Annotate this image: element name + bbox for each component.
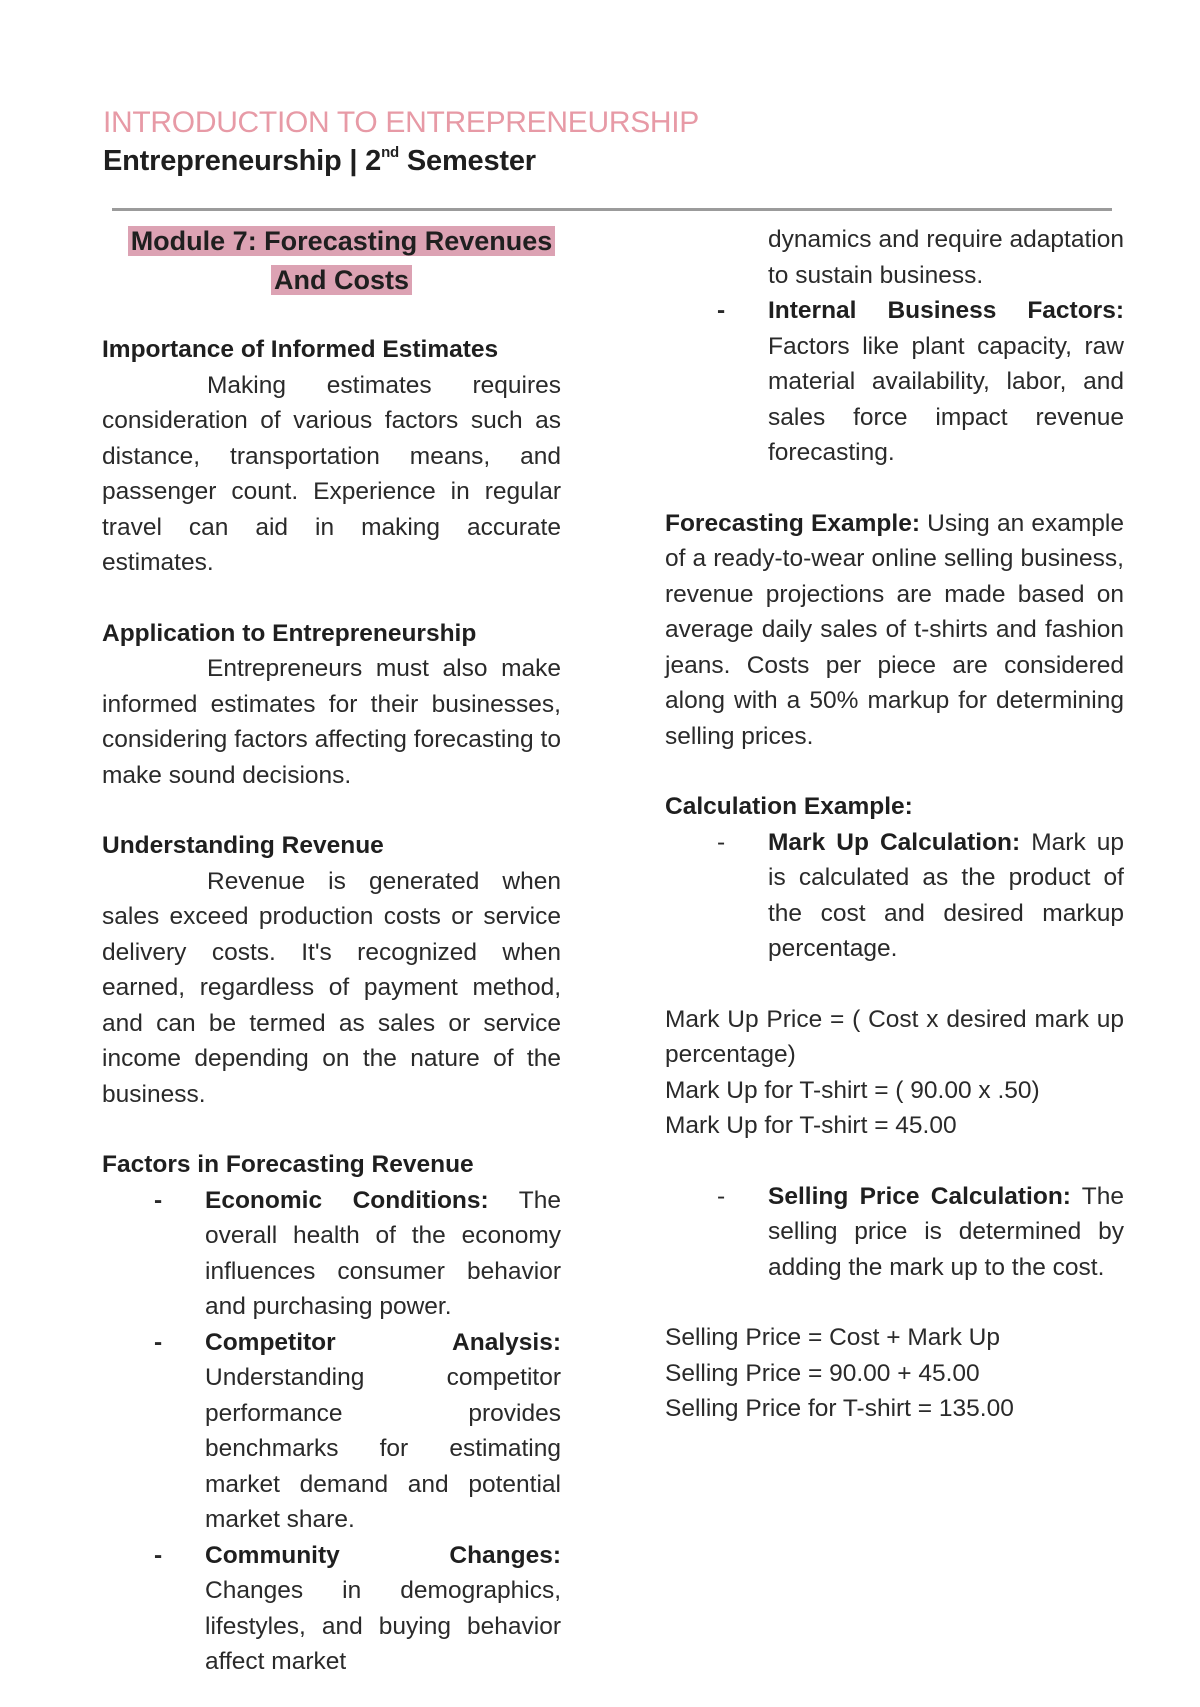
revenue-heading: Understanding Revenue [102, 832, 384, 859]
factor-text: Changes in demographics, lifestyles, and buying behavior affect market [205, 1577, 561, 1675]
spacer [665, 1285, 1124, 1320]
calc-text: Mark up is calculated as the product of the cost and desired markup percentage. [768, 828, 1124, 962]
importance-body: Making estimates requires consideration of various factors such as distance, transportation means, and passenger count. Experience in regular travel can aid in making accurate estimates. [102, 371, 561, 576]
factor-text: The overall health of the economy influences consumer behavior and purchasing power. [205, 1186, 561, 1320]
bullet-dash: - [154, 1541, 163, 1569]
course-subtitle [103, 144, 536, 178]
application-heading: Application to Entrepreneurship [102, 619, 477, 647]
module-title-line2: And Costs [271, 265, 412, 295]
list-item [665, 293, 1124, 471]
header-divider [112, 208, 1112, 211]
spacer [665, 1144, 1124, 1179]
formula-line: Selling Price = Cost + Mark Up [665, 1324, 1000, 1351]
spacer [102, 1112, 561, 1147]
bullet-dash: - [154, 1328, 163, 1356]
right-column [665, 222, 1124, 1427]
list-item [102, 1538, 561, 1680]
formula-line: Mark Up for T-shirt = 45.00 [665, 1112, 957, 1139]
list-item [102, 1325, 561, 1538]
importance-heading: Importance of Informed Estimates [102, 336, 499, 363]
factor-label: Economic Conditions: [205, 1186, 489, 1214]
factor-label: Competitor Analysis: [205, 1328, 561, 1356]
module-title-line1: Module 7: Forecasting Revenues [128, 226, 556, 256]
subtitle-superscript: nd [381, 144, 400, 161]
list-item [665, 825, 1124, 967]
spacer [102, 581, 561, 616]
markup-list [665, 825, 1124, 967]
module-title [102, 222, 561, 300]
spacer [665, 471, 1124, 506]
application-body: Entrepreneurs must also make informed estimates for their businesses, considering factors affecting forecasting to make sound decisions. [102, 655, 561, 789]
formula-line: Mark Up for T-shirt = ( 90.00 x .50) [665, 1076, 1040, 1104]
formula-line: Mark Up Price = ( Cost x desired mark up percentage) [665, 1005, 1124, 1068]
subtitle-prefix: Entrepreneurship | 2 [103, 145, 382, 177]
forecasting-example-text: Using an example of a ready-to-wear online selling business, revenue projections are made based on average daily sales of t-shirts and fashion jeans. Costs per piece are considered along with a 50% markup for determining selling prices. [665, 509, 1125, 750]
revenue-body: Revenue is generated when sales exceed production costs or service delivery costs. It's recognized when earned, regardless of payment method, and can be termed as sales or service income depending on the nature of the business. [102, 867, 561, 1108]
bullet-dash: - [717, 1182, 726, 1210]
spacer [665, 967, 1124, 1002]
list-item-continuation [665, 222, 1124, 293]
factors-heading: Factors in Forecasting Revenue [102, 1151, 474, 1178]
list-item [665, 1179, 1124, 1286]
forecasting-example-label: Forecasting Example: [665, 509, 920, 537]
course-title: INTRODUCTION TO ENTREPRENEURSHIP [103, 106, 700, 139]
calculation-heading: Calculation Example: [665, 793, 913, 820]
factor-label: Internal Business Factors: [768, 297, 1124, 324]
left-column [102, 222, 561, 1680]
bullet-dash: - [717, 828, 726, 856]
spacer [102, 793, 561, 828]
forecasting-example [665, 506, 1124, 755]
formula-line: Selling Price for T-shirt = 135.00 [665, 1395, 1014, 1422]
list-item [102, 1183, 561, 1325]
continued-list [665, 222, 1124, 471]
factor-text: Understanding competitor performance provides benchmarks for estimating market demand and potential market share. [205, 1364, 561, 1533]
factors-list [102, 1183, 561, 1680]
calc-text: The selling price is determined by adding the mark up to the cost. [768, 1182, 1124, 1281]
subtitle-suffix: Semester [399, 145, 536, 177]
formula-line: Selling Price = 90.00 + 45.00 [665, 1359, 980, 1387]
bullet-dash: - [717, 297, 726, 324]
factor-text: Factors like plant capacity, raw material availability, labor, and sales force impact revenue forecasting. [768, 332, 1124, 466]
bullet-dash: - [154, 1186, 163, 1214]
calc-label: Selling Price Calculation: [768, 1182, 1071, 1210]
factor-label: Community Changes: [205, 1541, 561, 1569]
calc-label: Mark Up Calculation: [768, 828, 1021, 856]
spacer [665, 754, 1124, 789]
continuation-text: dynamics and require adaptation to sustain business. [768, 226, 1124, 289]
selling-list [665, 1179, 1124, 1286]
